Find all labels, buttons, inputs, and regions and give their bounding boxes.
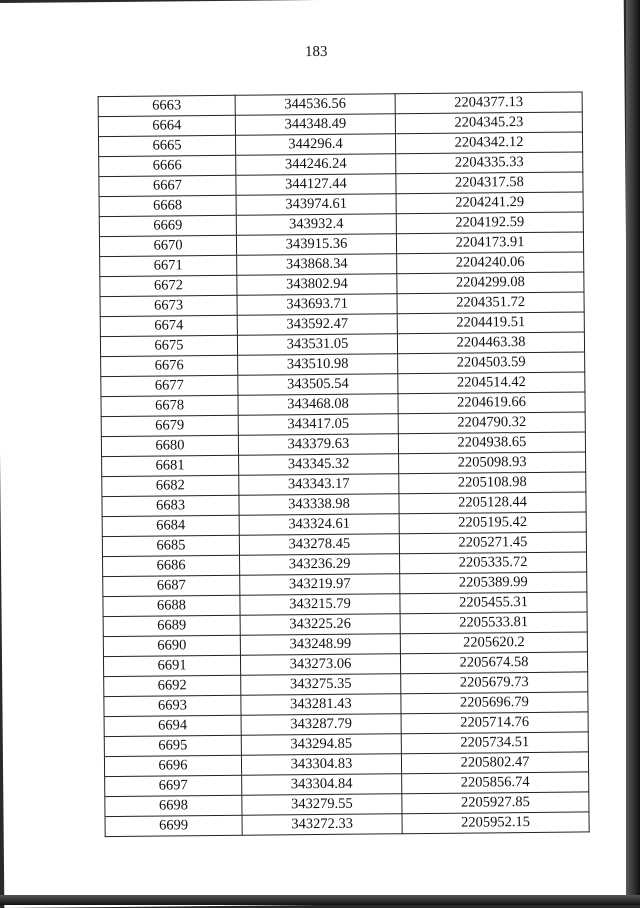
x-coordinate-cell: 343802.94 bbox=[237, 274, 397, 296]
point-number-cell: 6692 bbox=[104, 675, 241, 696]
y-coordinate-cell: 2205714.76 bbox=[401, 712, 588, 734]
y-coordinate-cell: 2205674.58 bbox=[400, 652, 587, 674]
point-number-cell: 6675 bbox=[100, 335, 237, 356]
point-number-cell: 6697 bbox=[105, 775, 242, 796]
y-coordinate-cell: 2205927.85 bbox=[402, 792, 589, 814]
x-coordinate-cell: 343693.71 bbox=[237, 294, 397, 316]
y-coordinate-cell: 2205952.15 bbox=[402, 812, 589, 834]
x-coordinate-cell: 343868.34 bbox=[237, 254, 397, 276]
x-coordinate-cell: 343294.85 bbox=[241, 734, 401, 756]
point-number-cell: 6668 bbox=[99, 195, 236, 216]
point-number-cell: 6665 bbox=[98, 135, 235, 156]
x-coordinate-cell: 343343.17 bbox=[239, 474, 399, 496]
y-coordinate-cell: 2204335.33 bbox=[396, 152, 583, 174]
point-number-cell: 6695 bbox=[104, 735, 241, 756]
point-number-cell: 6698 bbox=[105, 795, 242, 816]
point-number-cell: 6681 bbox=[102, 455, 239, 476]
x-coordinate-cell: 343281.43 bbox=[241, 694, 401, 716]
point-number-cell: 6676 bbox=[101, 355, 238, 376]
y-coordinate-cell: 2205389.99 bbox=[400, 572, 587, 594]
point-number-cell: 6683 bbox=[102, 495, 239, 516]
y-coordinate-cell: 2205335.72 bbox=[399, 552, 586, 574]
point-number-cell: 6666 bbox=[99, 155, 236, 176]
x-coordinate-cell: 344296.4 bbox=[235, 134, 395, 156]
x-coordinate-cell: 343338.98 bbox=[239, 494, 399, 516]
y-coordinate-cell: 2204342.12 bbox=[395, 132, 582, 154]
x-coordinate-cell: 343273.06 bbox=[240, 654, 400, 676]
point-number-cell: 6672 bbox=[100, 275, 237, 296]
point-number-cell: 6687 bbox=[103, 575, 240, 596]
x-coordinate-cell: 343275.35 bbox=[241, 674, 401, 696]
point-number-cell: 6691 bbox=[103, 655, 240, 676]
y-coordinate-cell: 2205533.81 bbox=[400, 612, 587, 634]
y-coordinate-cell: 2205455.31 bbox=[400, 592, 587, 614]
point-number-cell: 6686 bbox=[103, 555, 240, 576]
y-coordinate-cell: 2204514.42 bbox=[398, 372, 585, 394]
x-coordinate-cell: 343215.79 bbox=[240, 594, 400, 616]
point-number-cell: 6689 bbox=[103, 615, 240, 636]
y-coordinate-cell: 2205734.51 bbox=[401, 732, 588, 754]
point-number-cell: 6682 bbox=[102, 475, 239, 496]
y-coordinate-cell: 2204377.13 bbox=[395, 92, 582, 114]
x-coordinate-cell: 343279.55 bbox=[242, 794, 402, 816]
point-number-cell: 6685 bbox=[102, 535, 239, 556]
y-coordinate-cell: 2204419.51 bbox=[397, 312, 584, 334]
x-coordinate-cell: 343505.54 bbox=[238, 374, 398, 396]
y-coordinate-cell: 2205098.93 bbox=[399, 452, 586, 474]
point-number-cell: 6670 bbox=[99, 235, 236, 256]
point-number-cell: 6667 bbox=[99, 175, 236, 196]
y-coordinate-cell: 2204192.59 bbox=[396, 212, 583, 234]
point-number-cell: 6673 bbox=[100, 295, 237, 316]
y-coordinate-cell: 2204345.23 bbox=[395, 112, 582, 134]
x-coordinate-cell: 343236.29 bbox=[240, 554, 400, 576]
x-coordinate-cell: 343304.84 bbox=[242, 774, 402, 796]
point-number-cell: 6694 bbox=[104, 715, 241, 736]
coordinates-table bbox=[98, 91, 590, 837]
y-coordinate-cell: 2204619.66 bbox=[398, 392, 585, 414]
x-coordinate-cell: 343219.97 bbox=[240, 574, 400, 596]
x-coordinate-cell: 343592.47 bbox=[237, 314, 397, 336]
x-coordinate-cell: 344536.56 bbox=[235, 94, 395, 116]
y-coordinate-cell: 2204938.65 bbox=[398, 432, 585, 454]
x-coordinate-cell: 343379.63 bbox=[238, 434, 398, 456]
y-coordinate-cell: 2204503.59 bbox=[398, 352, 585, 374]
x-coordinate-cell: 343974.61 bbox=[236, 194, 396, 216]
x-coordinate-cell: 343324.61 bbox=[239, 514, 399, 536]
y-coordinate-cell: 2205679.73 bbox=[401, 672, 588, 694]
y-coordinate-cell: 2205108.98 bbox=[399, 472, 586, 494]
y-coordinate-cell: 2204299.08 bbox=[397, 272, 584, 294]
point-number-cell: 6688 bbox=[103, 595, 240, 616]
point-number-cell: 6679 bbox=[101, 415, 238, 436]
y-coordinate-cell: 2204241.29 bbox=[396, 192, 583, 214]
x-coordinate-cell: 343278.45 bbox=[239, 534, 399, 556]
y-coordinate-cell: 2205696.79 bbox=[401, 692, 588, 714]
x-coordinate-cell: 343287.79 bbox=[241, 714, 401, 736]
x-coordinate-cell: 343345.32 bbox=[239, 454, 399, 476]
point-number-cell: 6696 bbox=[104, 755, 241, 776]
point-number-cell: 6690 bbox=[103, 635, 240, 656]
x-coordinate-cell: 343932.4 bbox=[236, 214, 396, 236]
y-coordinate-cell: 2205856.74 bbox=[402, 772, 589, 794]
x-coordinate-cell: 343468.08 bbox=[238, 394, 398, 416]
point-number-cell: 6664 bbox=[98, 115, 235, 136]
x-coordinate-cell: 343248.99 bbox=[240, 634, 400, 656]
y-coordinate-cell: 2204240.06 bbox=[397, 252, 584, 274]
scan-edge-bottom bbox=[0, 895, 640, 905]
x-coordinate-cell: 343510.98 bbox=[238, 354, 398, 376]
scan-edge-right bbox=[626, 0, 640, 905]
y-coordinate-cell: 2205620.2 bbox=[400, 632, 587, 654]
point-number-cell: 6677 bbox=[101, 375, 238, 396]
point-number-cell: 6663 bbox=[98, 95, 235, 116]
coordinates-table-body bbox=[98, 92, 589, 837]
point-number-cell: 6684 bbox=[102, 515, 239, 536]
x-coordinate-cell: 343417.05 bbox=[238, 414, 398, 436]
table-row bbox=[105, 812, 589, 837]
x-coordinate-cell: 343531.05 bbox=[237, 334, 397, 356]
y-coordinate-cell: 2205802.47 bbox=[401, 752, 588, 774]
y-coordinate-cell: 2204173.91 bbox=[396, 232, 583, 254]
point-number-cell: 6678 bbox=[101, 395, 238, 416]
x-coordinate-cell: 343915.36 bbox=[236, 234, 396, 256]
x-coordinate-cell: 344246.24 bbox=[236, 154, 396, 176]
point-number-cell: 6674 bbox=[100, 315, 237, 336]
x-coordinate-cell: 344127.44 bbox=[236, 174, 396, 196]
x-coordinate-cell: 343304.83 bbox=[241, 754, 401, 776]
y-coordinate-cell: 2205128.44 bbox=[399, 492, 586, 514]
x-coordinate-cell: 343225.26 bbox=[240, 614, 400, 636]
page-number: 183 bbox=[0, 41, 636, 64]
point-number-cell: 6671 bbox=[100, 255, 237, 276]
point-number-cell: 6680 bbox=[101, 435, 238, 456]
point-number-cell: 6699 bbox=[105, 815, 242, 836]
y-coordinate-cell: 2204790.32 bbox=[398, 412, 585, 434]
point-number-cell: 6693 bbox=[104, 695, 241, 716]
y-coordinate-cell: 2204463.38 bbox=[397, 332, 584, 354]
y-coordinate-cell: 2204317.58 bbox=[396, 172, 583, 194]
y-coordinate-cell: 2205195.42 bbox=[399, 512, 586, 534]
y-coordinate-cell: 2205271.45 bbox=[399, 532, 586, 554]
y-coordinate-cell: 2204351.72 bbox=[397, 292, 584, 314]
x-coordinate-cell: 343272.33 bbox=[242, 814, 402, 836]
point-number-cell: 6669 bbox=[99, 215, 236, 236]
x-coordinate-cell: 344348.49 bbox=[235, 114, 395, 136]
